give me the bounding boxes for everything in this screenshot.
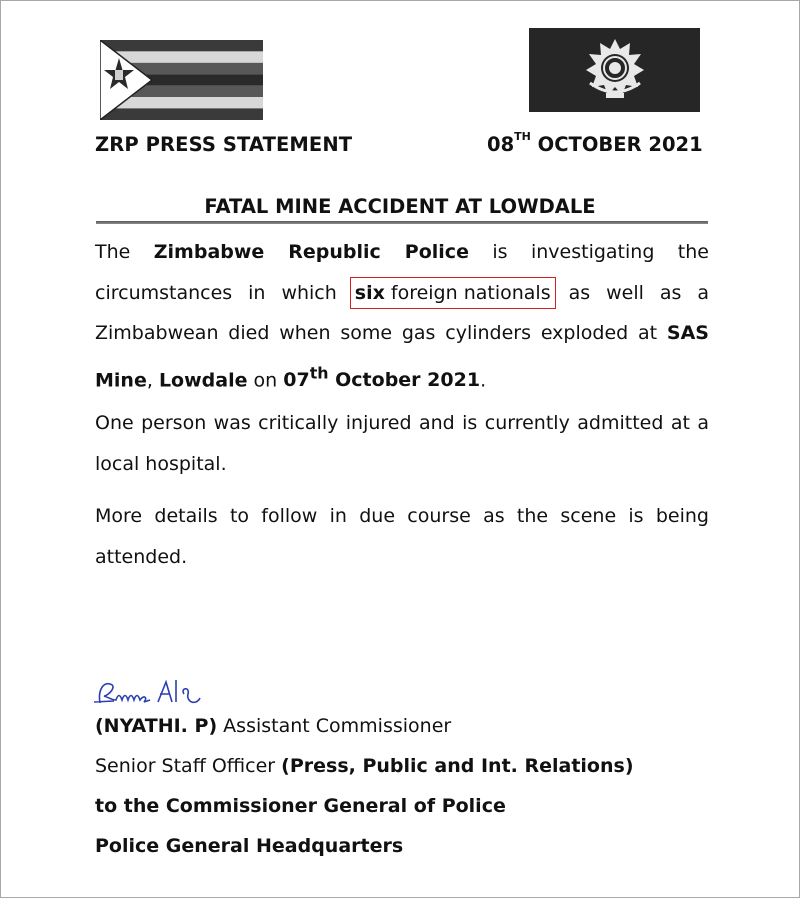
police-badge-icon xyxy=(582,37,648,103)
signature-block xyxy=(95,706,634,866)
signatory-hq-line: Police General Headquarters xyxy=(95,835,404,857)
signatory-line: (NYATHI. P) Assistant Commissioner xyxy=(95,715,452,737)
paragraph-incident: The Zimbabwe Republic Police is investigating the circumstances in which six foreign nationals as well as a Zimbabwean died when some gas cylinders exploded at SAS Mine, Lowdale on 07th October 2021. xyxy=(95,241,709,391)
signatory-office-line: Senior Staff Officer (Press, Public and Int. Relations) xyxy=(95,755,634,777)
title-underline xyxy=(96,221,708,224)
zrp-emblem-logo xyxy=(529,28,700,112)
zimbabwe-flag-logo xyxy=(100,40,263,120)
signatory-to-line: to the Commissioner General of Police xyxy=(95,795,506,817)
statement-title: FATAL MINE ACCIDENT AT LOWDALE xyxy=(204,195,596,218)
paragraph-details: More details to follow in due course as the scene is being attended. xyxy=(95,505,709,568)
highlighted-phrase: six foreign nationals xyxy=(350,277,556,309)
paragraph-injured: One person was critically injured and is currently admitted at a local hospital. xyxy=(95,412,709,475)
statement-date: 08TH OCTOBER 2021 xyxy=(487,130,703,156)
press-statement-label: ZRP PRESS STATEMENT xyxy=(95,133,353,156)
